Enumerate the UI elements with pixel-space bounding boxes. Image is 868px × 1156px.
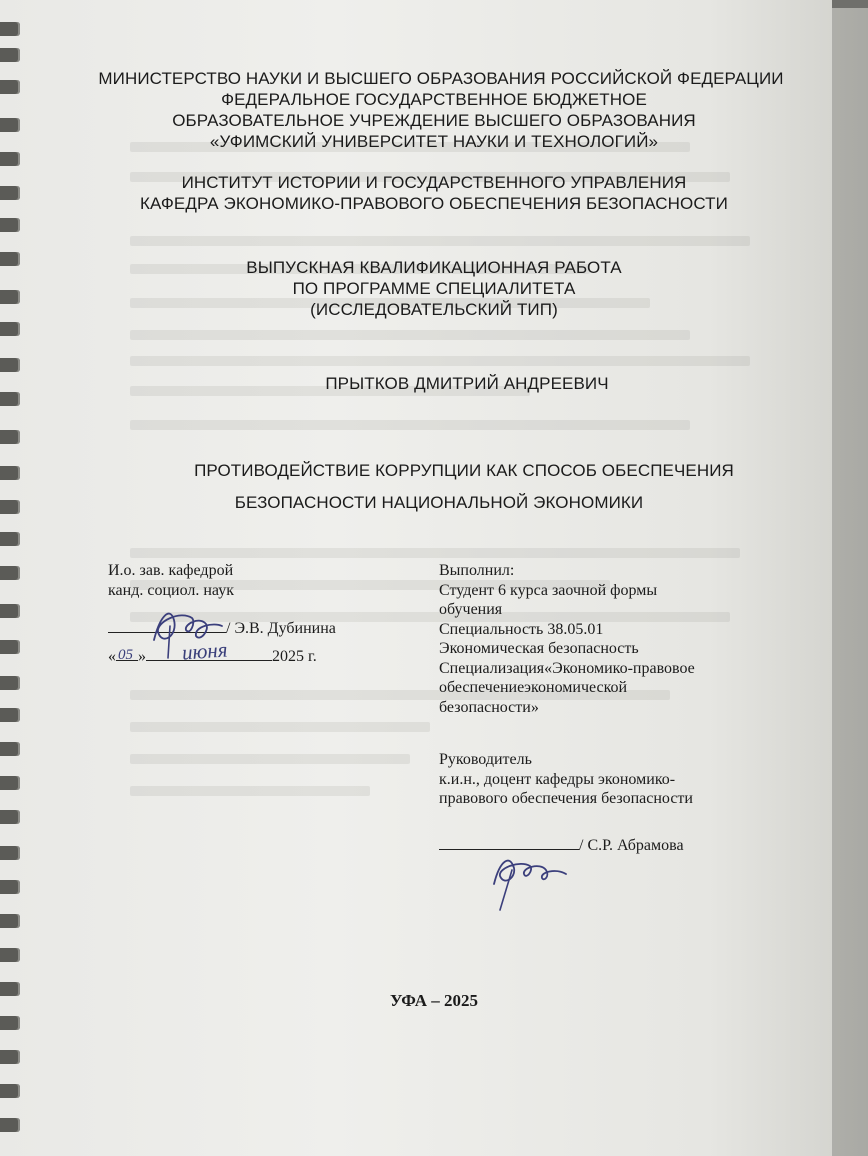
header-line-3: ОБРАЗОВАТЕЛЬНОЕ УЧРЕЖДЕНИЕ ВЫСШЕГО ОБРАЗОВАНИЯ bbox=[172, 111, 696, 130]
head-role: И.о. зав. кафедрой bbox=[108, 562, 234, 579]
supervisor-title-1: к.и.н., доцент кафедры экономико- bbox=[439, 770, 676, 788]
supervisor-label: Руководитель bbox=[439, 751, 532, 768]
thesis-title-line-1: ПРОТИВОДЕЙСТВИЕ КОРРУПЦИИ КАК СПОСОБ ОБЕСПЕЧЕНИЯ bbox=[194, 461, 734, 480]
work-type-line-2: ПО ПРОГРАММЕ СПЕЦИАЛИТЕТА bbox=[292, 279, 576, 298]
thesis-title-line-2: БЕЗОПАСНОСТИ НАЦИОНАЛЬНОЙ ЭКОНОМИКИ bbox=[234, 493, 644, 512]
head-name: / Э.В. Дубинина bbox=[226, 620, 336, 637]
head-date-line: « 05 » июня 2025 г. bbox=[108, 636, 317, 665]
student-block bbox=[439, 561, 769, 855]
thesis-title bbox=[0, 455, 868, 519]
student-label: Выполнил: bbox=[439, 562, 515, 579]
student-form: обучения bbox=[439, 601, 503, 618]
department-line: КАФЕДРА ЭКОНОМИКО-ПРАВОВОГО ОБЕСПЕЧЕНИЯ БЕЗОПАСНОСТИ bbox=[140, 194, 728, 213]
date-month: июня bbox=[181, 636, 229, 665]
student-specialty-name: Экономическая безопасность bbox=[439, 640, 639, 657]
supervisor-signature-line bbox=[439, 836, 769, 856]
institute-line: ИНСТИТУТ ИСТОРИИ И ГОСУДАРСТВЕННОГО УПРАВЛЕНИЯ bbox=[181, 173, 687, 192]
date-day: 05 bbox=[118, 646, 133, 663]
head-degree: канд. социол. наук bbox=[108, 581, 234, 599]
work-type-line-3: (ИССЛЕДОВАТЕЛЬСКИЙ ТИП) bbox=[310, 300, 558, 319]
head-of-department-block bbox=[108, 561, 408, 666]
date-year: 2025 г. bbox=[272, 647, 317, 665]
header-line-2: ФЕДЕРАЛЬНОЕ ГОСУДАРСТВЕННОЕ БЮДЖЕТНОЕ bbox=[221, 90, 647, 109]
ministry-header bbox=[0, 68, 868, 152]
author-name: ПРЫТКОВ ДМИТРИЙ АНДРЕЕВИЧ bbox=[325, 374, 609, 393]
supervisor-name: / С.Р. Абрамова bbox=[579, 836, 684, 854]
city-year: УФА – 2025 bbox=[389, 991, 479, 1010]
student-course: Студент 6 курса заочной формы bbox=[439, 581, 658, 599]
work-type-block bbox=[0, 257, 868, 320]
student-specialty: Специальность 38.05.01 bbox=[439, 620, 604, 638]
header-line-4: «УФИМСКИЙ УНИВЕРСИТЕТ НАУКИ И ТЕХНОЛОГИЙ» bbox=[209, 132, 659, 151]
work-type-line-1: ВЫПУСКНАЯ КВАЛИФИКАЦИОННАЯ РАБОТА bbox=[246, 258, 622, 277]
head-signature-line bbox=[108, 619, 408, 639]
supervisor-title-2: правового обеспечения безопасности bbox=[439, 790, 693, 807]
institute-block bbox=[0, 172, 868, 214]
student-specialization-row-1: Специализация«Экономико-правовое bbox=[439, 659, 695, 677]
student-specialization-row-3: безопасности» bbox=[439, 698, 539, 716]
header-line-1: МИНИСТЕРСТВО НАУКИ И ВЫСШЕГО ОБРАЗОВАНИЯ РОССИЙСКОЙ ФЕДЕРАЦИИ bbox=[98, 69, 784, 88]
student-specialization-row-2: обеспечениеэкономической bbox=[439, 679, 628, 696]
